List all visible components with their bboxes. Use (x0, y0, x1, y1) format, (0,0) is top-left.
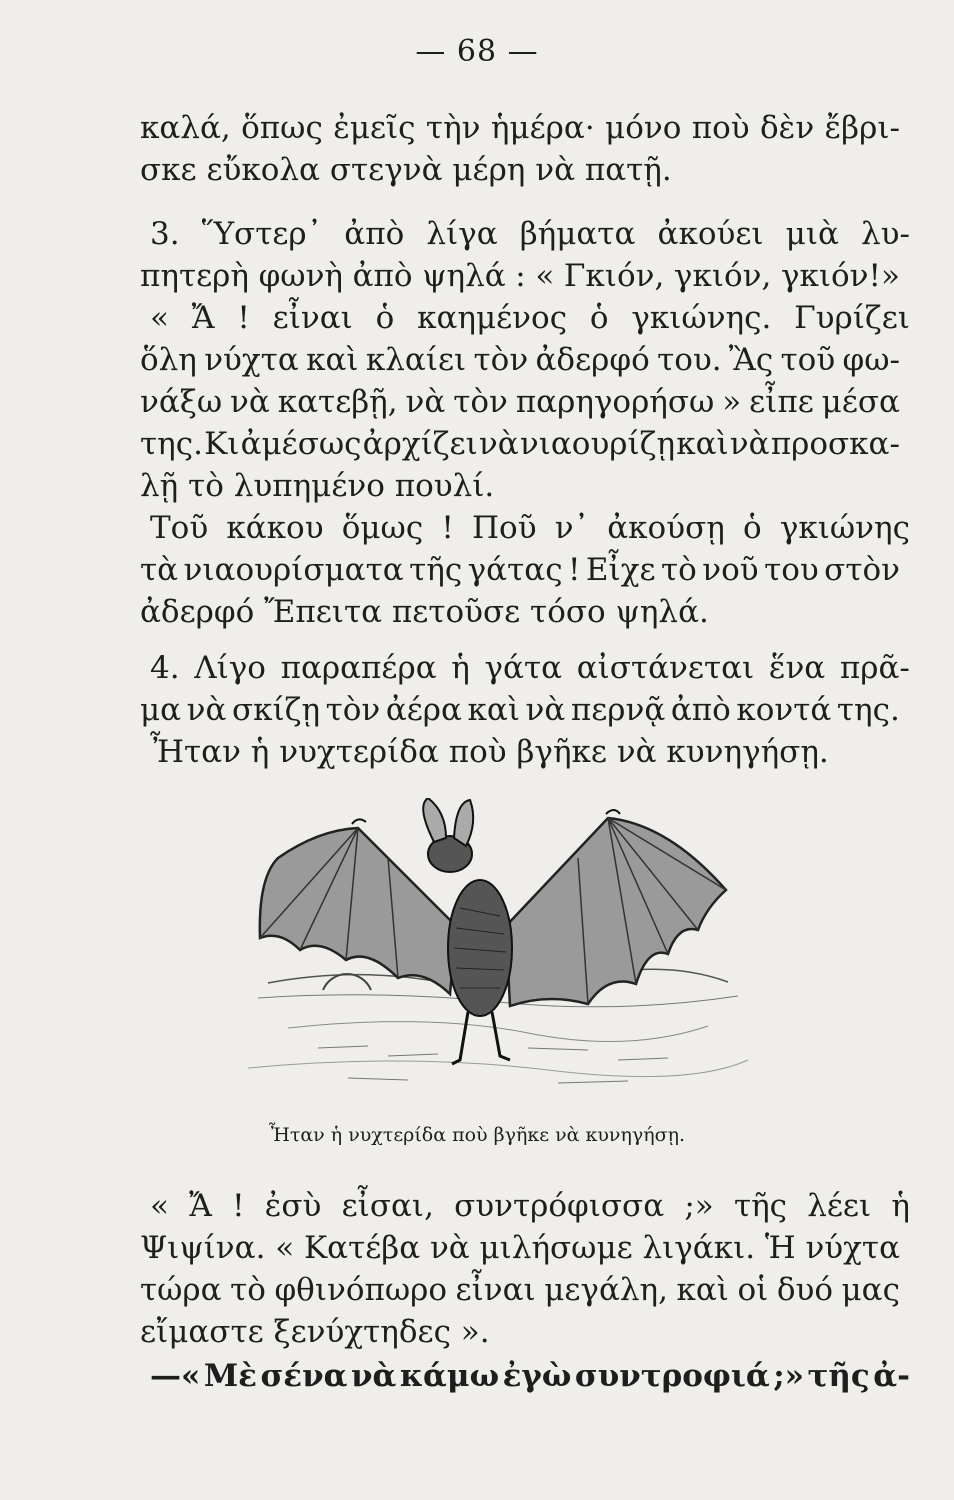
word: ἐγὼ (502, 1358, 572, 1394)
word: μόνο (605, 110, 682, 146)
word: παραπέρα (280, 650, 437, 686)
word: οἱ (737, 1272, 769, 1308)
word: δὲν (760, 110, 815, 146)
word: Ψιψίνα. (140, 1230, 266, 1266)
word: συντρόφισσα (454, 1188, 665, 1224)
word: ὅλη (140, 342, 197, 378)
word: ὁ (742, 510, 762, 546)
word: ἀπὸ (670, 692, 731, 728)
word: της. (140, 426, 203, 462)
word: νιαουρίζῃ (519, 426, 676, 462)
word: Ἡ (764, 1230, 796, 1266)
word: γκιώνης. (631, 300, 772, 336)
word: ἀκούσῃ (607, 510, 725, 546)
word: κοντά (736, 692, 832, 728)
text-line (150, 298, 910, 338)
word: Εἶχε (585, 552, 656, 588)
word: λιγάκι. (642, 1230, 756, 1266)
word: ἡ (451, 650, 470, 686)
word: » (722, 384, 742, 420)
word: καὶ (676, 1272, 729, 1308)
word: παρηγορήσω (515, 384, 715, 420)
word: ἀπὸ (344, 216, 405, 252)
word: μέσα (821, 384, 900, 420)
word: της. (836, 692, 900, 728)
word: μιὰ (785, 216, 839, 252)
word: νὰ (186, 692, 227, 728)
word: νοῦ (702, 552, 759, 588)
word: ὁ (375, 300, 395, 336)
text-line (140, 424, 900, 464)
word: καὶ (467, 692, 520, 728)
word: στὸν (824, 552, 900, 588)
word: εἶναι (455, 1272, 536, 1308)
word: —« (150, 1358, 201, 1394)
word: τὸν (473, 342, 529, 378)
word: ὅπως (241, 110, 323, 146)
text-line: σκε εὔκολα στεγνὰ μέρη νὰ πατῇ. (140, 152, 672, 188)
word: ;» (773, 1358, 805, 1394)
word: μιλήσωμε (479, 1230, 633, 1266)
word: εἶσαι, (341, 1188, 434, 1224)
word: του (764, 552, 819, 588)
word: τῆς (733, 1188, 788, 1224)
word: κάκου (226, 510, 324, 546)
word: εἶπε (749, 384, 814, 420)
word: ἡμέρα· (490, 110, 595, 146)
word: Ἄ (191, 300, 215, 336)
word: ὅμως (341, 510, 424, 546)
word: ! (232, 1188, 245, 1224)
word: ἀμέσως (240, 426, 362, 462)
word: 3. (150, 216, 180, 252)
word: ἀδερφό (535, 342, 650, 378)
word: ἀπὸ (352, 258, 413, 294)
word: νὰ (478, 426, 519, 462)
word: κάμω (399, 1358, 500, 1394)
word: περνᾷ (570, 692, 666, 728)
text-line (140, 1270, 900, 1310)
word: λίγα (426, 216, 498, 252)
word: τῆς (807, 1358, 870, 1394)
word: τὸν (453, 384, 508, 420)
word: ἐμεῖς (333, 110, 416, 146)
word: μας (841, 1272, 900, 1308)
word: ἀέρα (385, 692, 462, 728)
word: ἕνα (768, 650, 826, 686)
word: τὰ (140, 552, 179, 588)
word: νάξω (140, 384, 223, 420)
word: ν᾽ (554, 510, 590, 546)
word: καὶ (676, 426, 729, 462)
word: νὰ (429, 1230, 470, 1266)
word: νύχτα (805, 1230, 900, 1266)
word: Γυρίζει (794, 300, 910, 336)
word: πητερὴ (140, 258, 249, 294)
text-line: εἴμαστε ξενύχτηδες ». (140, 1314, 490, 1350)
word: κατεβῇ, (277, 384, 398, 420)
word: σκίζῃ (231, 692, 321, 728)
word: καὶ (306, 342, 359, 378)
word: γάτα (484, 650, 563, 686)
word: συντροφιά (574, 1358, 770, 1394)
word: Ἄ (189, 1188, 212, 1224)
word: λυ- (861, 216, 910, 252)
text-line (150, 214, 910, 254)
word: φω- (842, 342, 900, 378)
text-line (150, 508, 910, 548)
word: νὰ (350, 1358, 397, 1394)
word: βήματα (519, 216, 636, 252)
word: ἀρχίζει (362, 426, 478, 462)
word: « (150, 1188, 169, 1224)
word: Ὕστερ᾽ (201, 216, 323, 252)
word: καημένος (417, 300, 568, 336)
word: μεγάλη, (544, 1272, 668, 1308)
word: γκιόν, (673, 258, 772, 294)
word: καλά, (140, 110, 231, 146)
text-line (140, 256, 900, 296)
text-line (140, 690, 900, 730)
text-line (140, 1228, 900, 1268)
word: « (150, 300, 169, 336)
word: τὸ (661, 552, 697, 588)
text-line (140, 340, 900, 380)
word: κλαίει (365, 342, 467, 378)
word: ! (237, 300, 250, 336)
word: « (535, 258, 555, 294)
word: λέει (807, 1188, 872, 1224)
word: νὰ (405, 384, 446, 420)
word: νὰ (525, 692, 566, 728)
text-line: λῇ τὸ λυπημένο πουλί. (140, 468, 495, 504)
bat-icon (228, 798, 758, 1098)
word: Ποῦ (472, 510, 537, 546)
text-line (140, 382, 900, 422)
word: ποὺ (691, 110, 750, 146)
word: τοῦ (780, 342, 836, 378)
word: ἐσὺ (264, 1188, 322, 1224)
word: αἰστάνεται (576, 650, 755, 686)
text-line (140, 108, 900, 148)
word: ἔβρι- (824, 110, 900, 146)
word: του. (657, 342, 722, 378)
word: τῆς (409, 552, 463, 588)
word: νὰ (729, 426, 770, 462)
word: πρᾶ- (839, 650, 910, 686)
bat-engraving-figure (228, 798, 758, 1098)
word: δυό (776, 1272, 833, 1308)
word: γάτας (467, 552, 563, 588)
word: : (515, 258, 526, 294)
word: τὴν (425, 110, 481, 146)
word: ! (568, 552, 581, 588)
word: 4. (150, 650, 180, 686)
word: τώρα (140, 1272, 222, 1308)
word: ἀκούει (657, 216, 764, 252)
word: προσκα- (770, 426, 900, 462)
word: ἡ (891, 1188, 910, 1224)
word: Τοῦ (150, 510, 209, 546)
word: Μὲ (203, 1358, 257, 1394)
word: εἶναι (272, 300, 353, 336)
word: νιαουρίσματα (183, 552, 404, 588)
figure-caption: Ἦταν ἡ νυχτερίδα ποὺ βγῆκε νὰ κυνηγήσῃ. (268, 1124, 685, 1146)
word: ψηλά (422, 258, 506, 294)
text-line (150, 1356, 910, 1396)
word: Γκιόν, (563, 258, 665, 294)
word: γκιόν!» (780, 258, 900, 294)
text-line (140, 550, 900, 590)
text-line (150, 648, 910, 688)
word: Ἂς (728, 342, 774, 378)
word: τὸν (325, 692, 381, 728)
word: γκιώνης (779, 510, 910, 546)
text-line: Ἦταν ἡ νυχτερίδα ποὺ βγῆκε νὰ κυνηγήσῃ. (150, 734, 829, 770)
page-number: — 68 — (415, 34, 539, 69)
word: ;» (684, 1188, 714, 1224)
word: νύχτα (204, 342, 299, 378)
text-line (150, 1186, 910, 1226)
word: ὁ (589, 300, 609, 336)
word: νὰ (230, 384, 270, 420)
word: τὸ (230, 1272, 266, 1308)
word: ! (441, 510, 454, 546)
word: Κι (204, 426, 240, 462)
word: Λίγο (194, 650, 266, 686)
word: φθινόπωρο (274, 1272, 448, 1308)
word: φωνὴ (258, 258, 343, 294)
word: μα (140, 692, 182, 728)
word: σένα (260, 1358, 348, 1394)
word: ἀ- (873, 1358, 910, 1394)
word: « (275, 1230, 295, 1266)
word: Κατέβα (303, 1230, 421, 1266)
text-line: ἀδερφό Ἔπειτα πετοῦσε τόσο ψηλά. (140, 594, 709, 630)
